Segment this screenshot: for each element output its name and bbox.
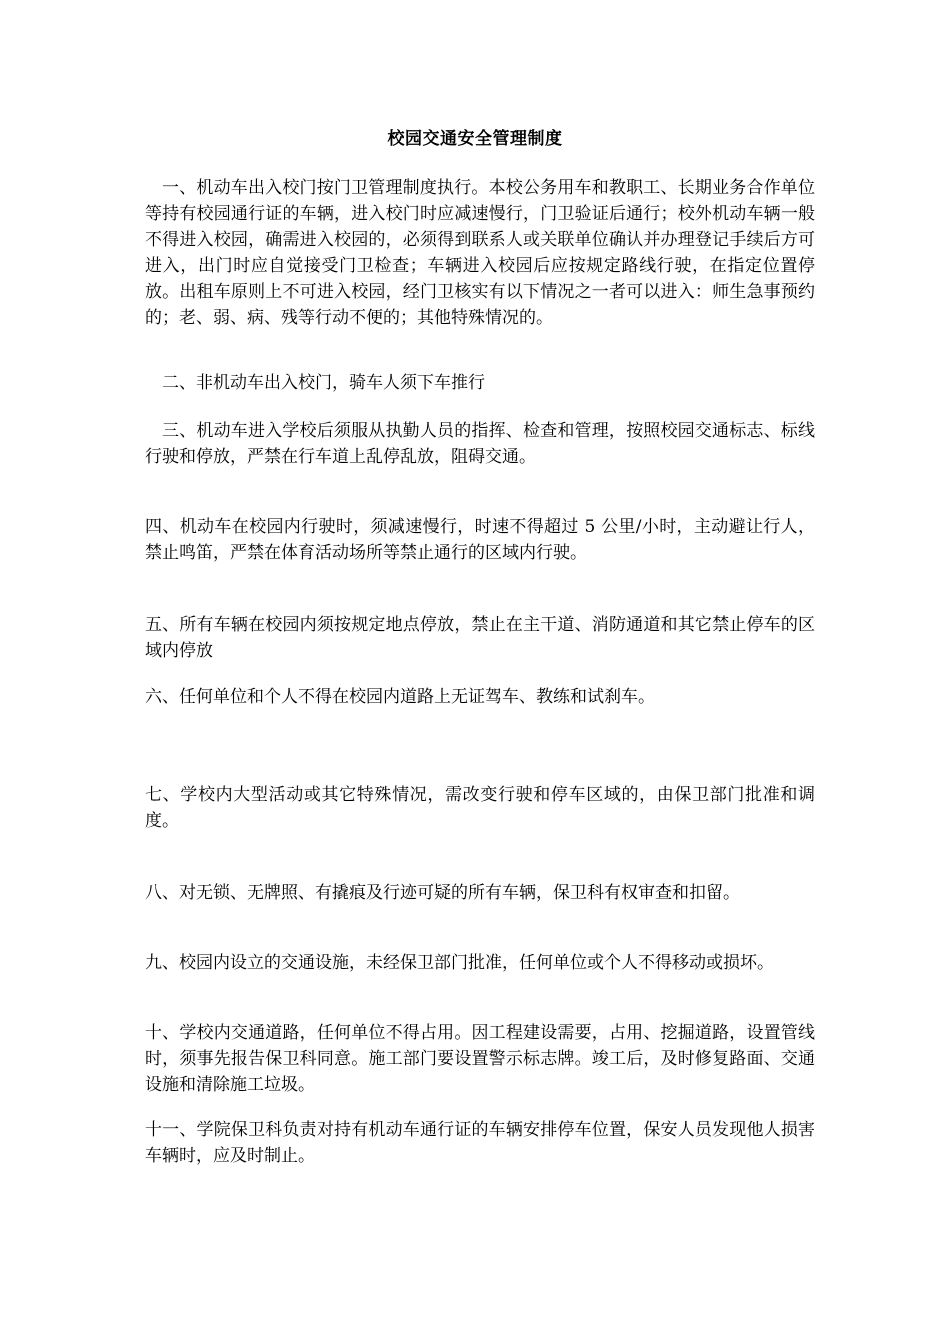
document-title: 校园交通安全管理制度 xyxy=(387,129,563,149)
paragraph-7: 七、学校内大型活动或其它特殊情况，需改变行驶和停车区域的，由保卫部门批准和调度。 xyxy=(145,785,815,831)
paragraph-4: 四、机动车在校园内行驶时，须减速慢行，时速不得超过 5 公里/小时，主动避让行人，禁止鸣笛，严禁在体育活动场所等禁止通行的区域内行驶。 xyxy=(145,517,815,563)
paragraph-2: 二、非机动车出入校门，骑车人须下车推行 xyxy=(162,373,485,393)
paragraph-3: 三、机动车进入学校后须服从执勤人员的指挥、检查和管理，按照校园交通标志、标线行驶和停放，严禁在行车道上乱停乱放，阻碍交通。 xyxy=(145,421,815,467)
paragraph-10: 十、学校内交通道路，任何单位不得占用。因工程建设需要，占用、挖掘道路，设置管线时，须事先报告保卫科同意。施工部门要设置警示标志牌。竣工后，及时修复路面、交通设施和清除施工垃圾。 xyxy=(145,1023,815,1095)
paragraph-5: 五、所有车辆在校园内须按规定地点停放，禁止在主干道、消防通道和其它禁止停车的区域内停放 xyxy=(145,615,815,661)
paragraph-11: 十一、学院保卫科负责对持有机动车通行证的车辆安排停车位置，保安人员发现他人损害车辆时，应及时制止。 xyxy=(145,1120,815,1166)
paragraph-1: 一、机动车出入校门按门卫管理制度执行。本校公务用车和教职工、长期业务合作单位等持有校园通行证的车辆，进入校门时应减速慢行，门卫验证后通行；校外机动车辆一般不得进入校园，确需进入校园的，必须得到联系人或关联单位确认并办理登记手续后方可进入，出门时应自觉接受门卫检查；车辆进入校园后应按规定路线行驶，在指定位置停放。出租车原则上不可进入校园，经门卫核实有以下情况之一者可以进入：师生急事预约的；老、弱、病、残等行动不便的；其他特殊情况的。 xyxy=(145,178,815,328)
paragraph-6: 六、任何单位和个人不得在校园内道路上无证驾车、教练和试刹车。 xyxy=(145,687,655,707)
paragraph-8: 八、对无锁、无牌照、有撬痕及行迹可疑的所有车辆，保卫科有权审查和扣留。 xyxy=(145,883,740,903)
paragraph-9: 九、校园内设立的交通设施，未经保卫部门批准，任何单位或个人不得移动或损坏。 xyxy=(145,953,774,973)
